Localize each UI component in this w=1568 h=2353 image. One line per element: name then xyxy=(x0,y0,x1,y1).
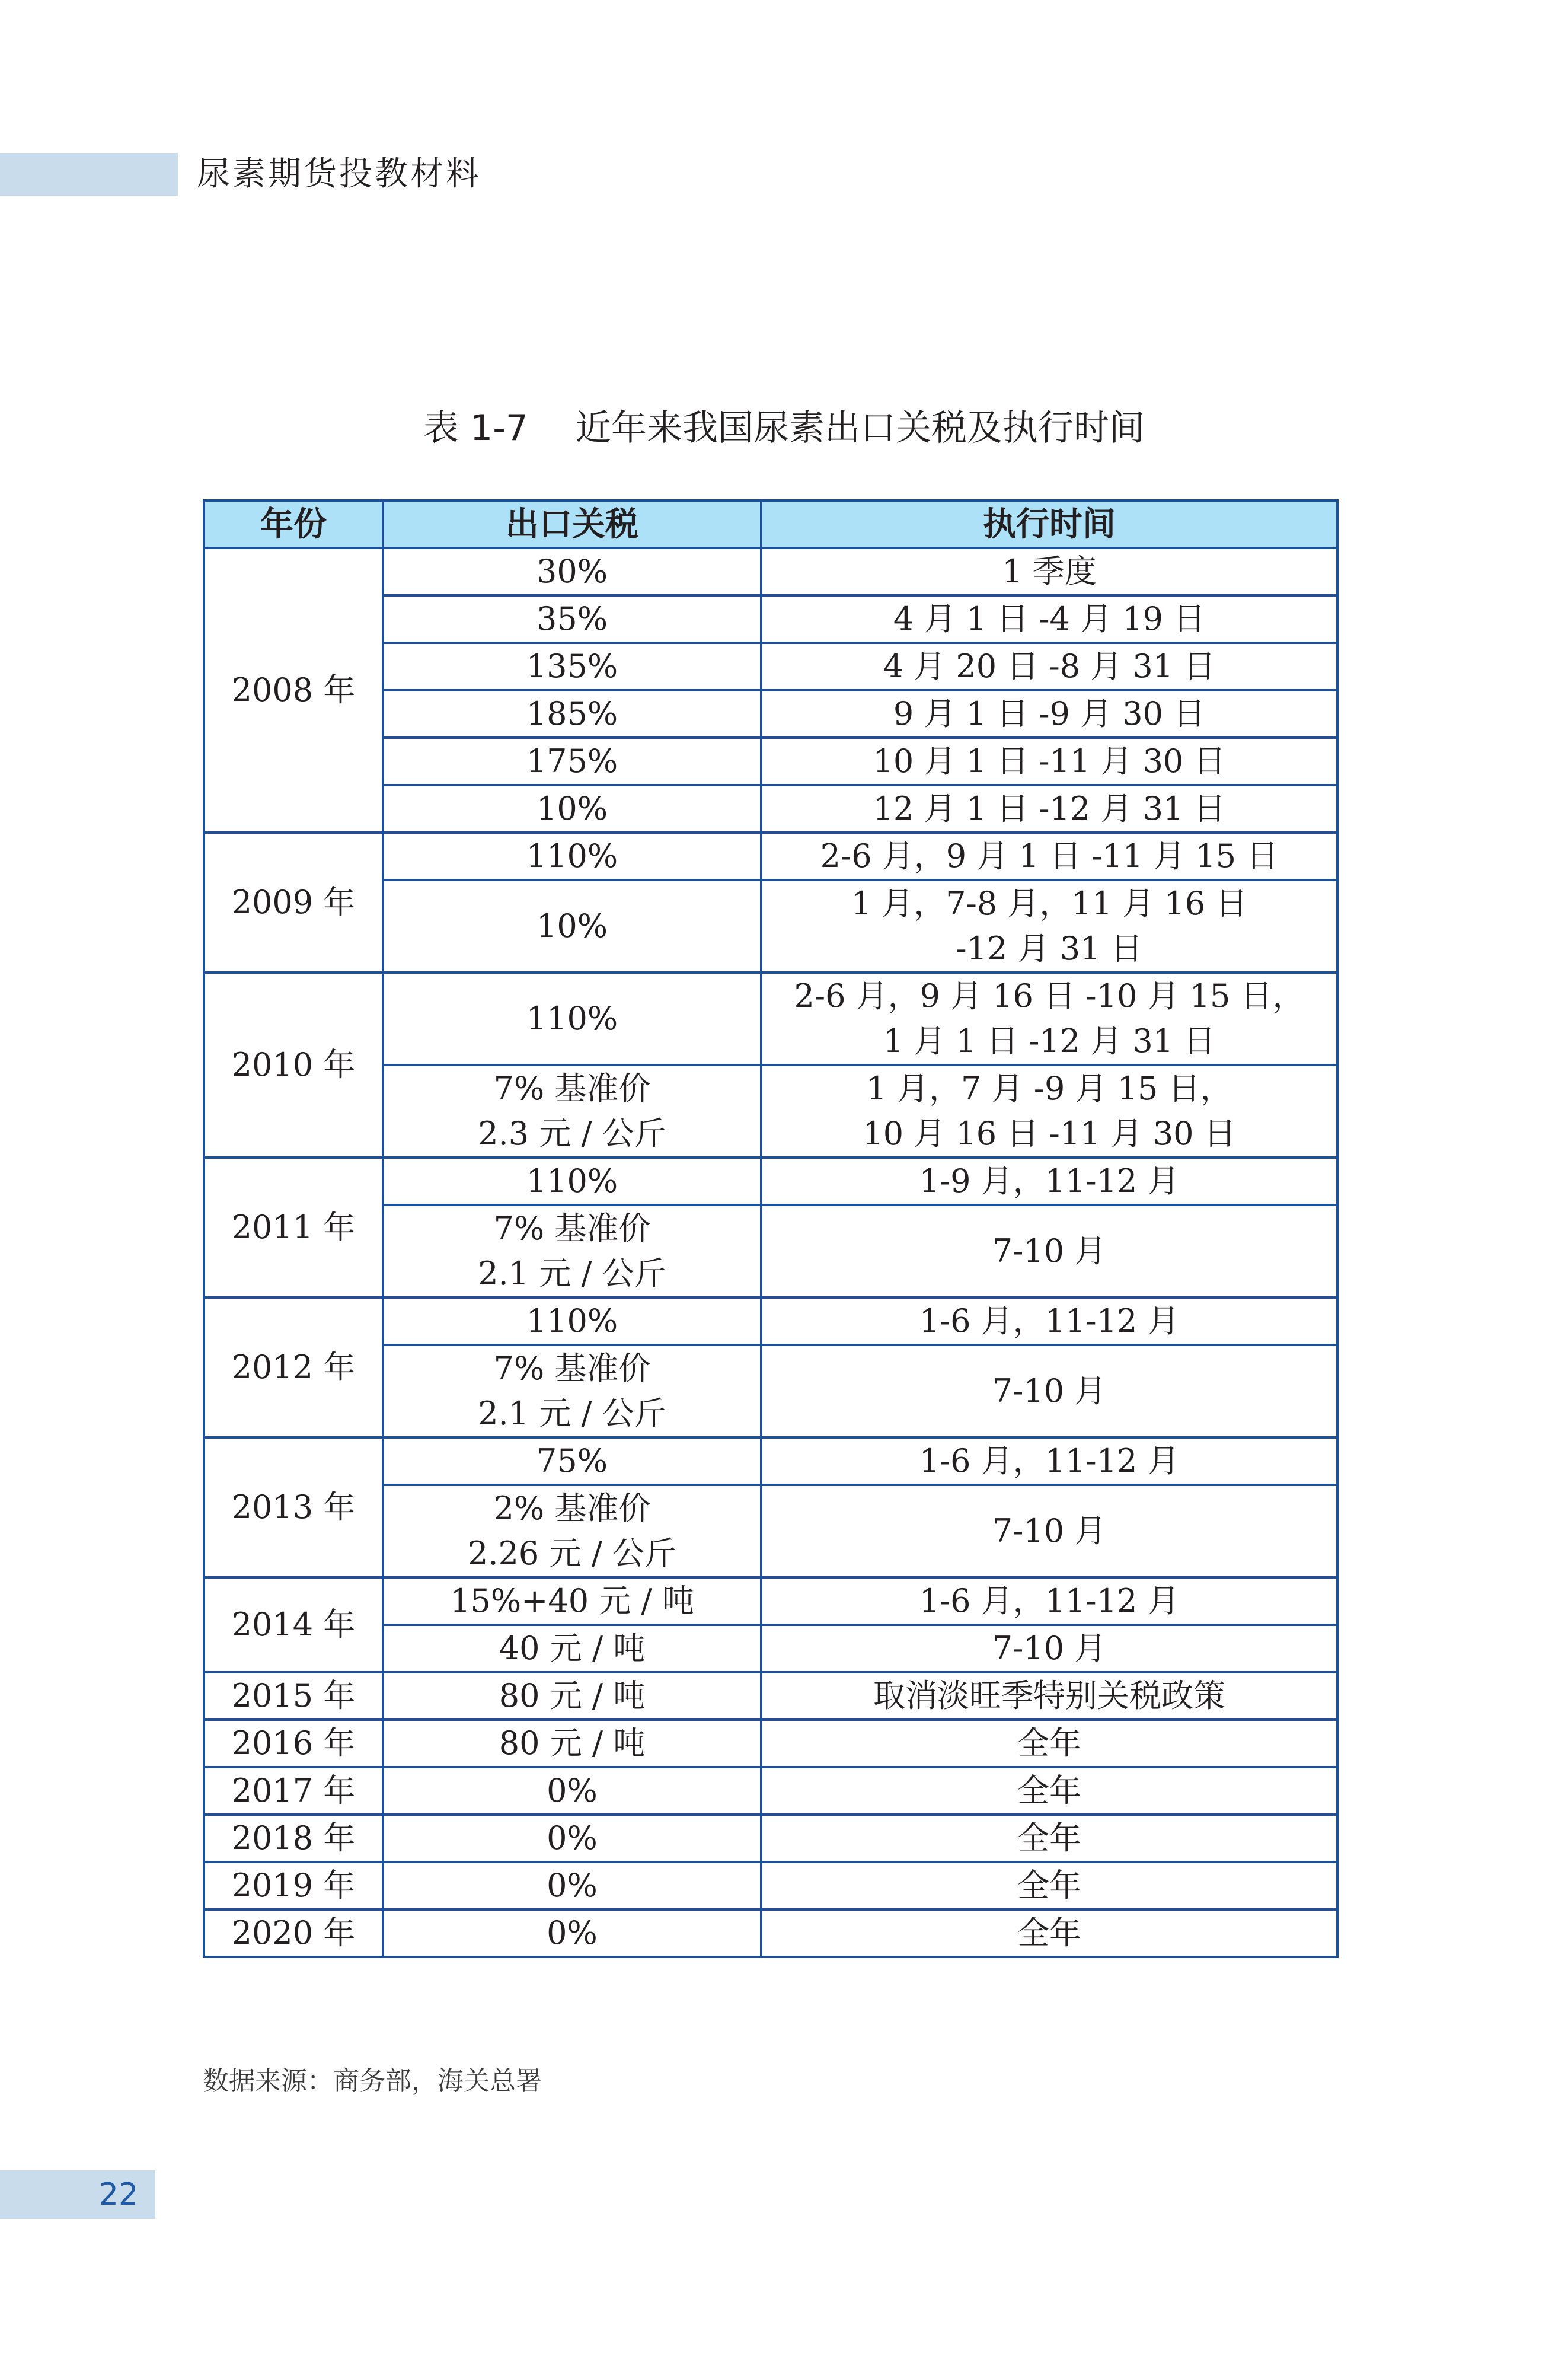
table-caption-number: 表 1-7 xyxy=(423,407,529,449)
header-band xyxy=(0,153,178,196)
tariff-line: 7% 基准价 xyxy=(493,1210,651,1247)
source-note: 数据来源：商务部，海关总署 xyxy=(203,2066,542,2096)
period-cell xyxy=(761,1065,1337,1158)
tariff-cell xyxy=(383,643,761,690)
period-cell xyxy=(761,1909,1337,1957)
year-cell: 2011 年 xyxy=(204,1158,383,1297)
table-row xyxy=(204,1297,1337,1345)
period-cell xyxy=(761,1815,1337,1862)
period-line: 1-6 月，11-12 月 xyxy=(919,1582,1180,1619)
period-cell xyxy=(761,1297,1337,1345)
tariff-cell xyxy=(383,833,761,880)
period-cell xyxy=(761,1720,1337,1767)
tariff-line: 185% xyxy=(526,695,618,732)
table-row xyxy=(204,1437,1337,1485)
tariff-line: 40 元 / 吨 xyxy=(499,1630,646,1667)
period-line: 1 月，7 月 -9 月 15 日， xyxy=(866,1070,1232,1107)
period-cell xyxy=(761,548,1337,595)
year-cell: 2020 年 xyxy=(204,1909,383,1957)
period-line: 2-6 月，9 月 16 日 -10 月 15 日， xyxy=(794,977,1305,1015)
period-line: 全年 xyxy=(1017,1914,1081,1952)
tariff-cell xyxy=(383,1065,761,1158)
column-header-year: 年份 xyxy=(204,500,383,548)
tariff-cell xyxy=(383,1205,761,1297)
table-row xyxy=(204,833,1337,880)
table-row xyxy=(204,1815,1337,1862)
year-cell: 2018 年 xyxy=(204,1815,383,1862)
year-cell: 2010 年 xyxy=(204,973,383,1158)
tariff-line: 0% xyxy=(547,1772,598,1809)
period-line: 7-10 月 xyxy=(992,1630,1107,1667)
tariff-line: 0% xyxy=(547,1914,598,1952)
period-cell xyxy=(761,1345,1337,1437)
period-line: 全年 xyxy=(1017,1867,1081,1904)
table-row xyxy=(204,1862,1337,1909)
export-tariff-table xyxy=(203,499,1339,1958)
period-cell xyxy=(761,880,1337,973)
period-line: 2-6 月，9 月 1 日 -11 月 15 日 xyxy=(820,837,1279,875)
period-cell xyxy=(761,1577,1337,1625)
column-header-period: 执行时间 xyxy=(761,500,1337,548)
period-line: 7-10 月 xyxy=(992,1232,1107,1270)
table-row xyxy=(204,548,1337,595)
period-line: 取消淡旺季特别关税政策 xyxy=(873,1677,1225,1714)
period-cell xyxy=(761,1862,1337,1909)
period-cell xyxy=(761,1437,1337,1485)
tariff-cell xyxy=(383,1767,761,1815)
tariff-line: 110% xyxy=(526,837,618,875)
page-number: 22 xyxy=(98,2177,139,2212)
tariff-line: 135% xyxy=(526,648,618,685)
tariff-cell xyxy=(383,1437,761,1485)
period-line: 10 月 16 日 -11 月 30 日 xyxy=(863,1115,1236,1152)
period-line: 全年 xyxy=(1017,1819,1081,1857)
period-cell xyxy=(761,833,1337,880)
tariff-cell xyxy=(383,1158,761,1205)
tariff-cell xyxy=(383,1672,761,1720)
period-cell xyxy=(761,1767,1337,1815)
tariff-cell xyxy=(383,738,761,785)
period-line: 4 月 20 日 -8 月 31 日 xyxy=(883,648,1216,685)
period-line: 全年 xyxy=(1017,1724,1081,1762)
tariff-line: 2.1 元 / 公斤 xyxy=(478,1255,666,1292)
period-line: 9 月 1 日 -9 月 30 日 xyxy=(893,695,1206,732)
tariff-line: 7% 基准价 xyxy=(493,1350,651,1387)
period-line: 全年 xyxy=(1017,1772,1081,1809)
period-cell xyxy=(761,1158,1337,1205)
tariff-cell xyxy=(383,785,761,833)
period-cell xyxy=(761,595,1337,643)
period-line: 10 月 1 日 -11 月 30 日 xyxy=(873,742,1226,780)
period-cell xyxy=(761,1205,1337,1297)
period-cell xyxy=(761,738,1337,785)
table-body xyxy=(204,548,1337,1957)
table-row xyxy=(204,1909,1337,1957)
tariff-cell xyxy=(383,1345,761,1437)
period-line: 4 月 1 日 -4 月 19 日 xyxy=(893,600,1206,637)
tariff-cell xyxy=(383,1815,761,1862)
running-header-title: 尿素期货投教材料 xyxy=(197,155,481,193)
table-row xyxy=(204,1158,1337,1205)
tariff-line: 30% xyxy=(536,553,608,590)
tariff-cell xyxy=(383,548,761,595)
table-row xyxy=(204,1767,1337,1815)
tariff-cell xyxy=(383,1862,761,1909)
tariff-cell xyxy=(383,690,761,738)
tariff-line: 175% xyxy=(526,742,618,780)
table-row xyxy=(204,973,1337,1065)
tariff-cell xyxy=(383,1577,761,1625)
tariff-line: 15%+40 元 / 吨 xyxy=(450,1582,694,1619)
period-line: 1-6 月，11-12 月 xyxy=(919,1302,1180,1340)
tariff-cell xyxy=(383,595,761,643)
tariff-line: 7% 基准价 xyxy=(493,1070,651,1107)
period-cell xyxy=(761,973,1337,1065)
tariff-cell xyxy=(383,1720,761,1767)
tariff-line: 110% xyxy=(526,1162,618,1200)
year-cell: 2014 年 xyxy=(204,1577,383,1672)
tariff-line: 2% 基准价 xyxy=(493,1490,651,1527)
tariff-line: 0% xyxy=(547,1819,598,1857)
year-cell: 2015 年 xyxy=(204,1672,383,1720)
period-cell xyxy=(761,1485,1337,1577)
period-line: 12 月 1 日 -12 月 31 日 xyxy=(873,790,1226,827)
tariff-line: 2.26 元 / 公斤 xyxy=(468,1535,676,1572)
tariff-cell xyxy=(383,1909,761,1957)
tariff-line: 110% xyxy=(526,1000,618,1037)
period-cell xyxy=(761,1672,1337,1720)
table-caption-title: 近年来我国尿素出口关税及执行时间 xyxy=(576,407,1145,449)
tariff-line: 10% xyxy=(536,790,608,827)
tariff-line: 75% xyxy=(536,1442,608,1480)
year-cell: 2009 年 xyxy=(204,833,383,973)
year-cell: 2016 年 xyxy=(204,1720,383,1767)
tariff-line: 35% xyxy=(536,600,608,637)
period-line: 1-9 月，11-12 月 xyxy=(919,1162,1180,1200)
tariff-line: 10% xyxy=(536,907,608,945)
column-header-tariff: 出口关税 xyxy=(383,500,761,548)
period-cell xyxy=(761,1625,1337,1672)
tariff-line: 80 元 / 吨 xyxy=(499,1677,646,1714)
table-row xyxy=(204,1577,1337,1625)
table-row xyxy=(204,1720,1337,1767)
period-line: -12 月 31 日 xyxy=(956,930,1143,967)
period-cell xyxy=(761,785,1337,833)
tariff-line: 80 元 / 吨 xyxy=(499,1724,646,1762)
year-cell: 2012 年 xyxy=(204,1297,383,1437)
tariff-cell xyxy=(383,1297,761,1345)
tariff-cell xyxy=(383,973,761,1065)
tariff-cell xyxy=(383,880,761,973)
period-line: 1 月 1 日 -12 月 31 日 xyxy=(883,1022,1216,1060)
year-cell: 2019 年 xyxy=(204,1862,383,1909)
tariff-line: 0% xyxy=(547,1867,598,1904)
tariff-cell xyxy=(383,1625,761,1672)
period-line: 1-6 月，11-12 月 xyxy=(919,1442,1180,1480)
period-cell xyxy=(761,690,1337,738)
tariff-cell xyxy=(383,1485,761,1577)
period-line: 7-10 月 xyxy=(992,1512,1107,1549)
table-caption xyxy=(0,403,1568,453)
table-row xyxy=(204,1672,1337,1720)
period-line: 7-10 月 xyxy=(992,1372,1107,1410)
period-line: 1 月，7-8 月，11 月 16 日 xyxy=(851,885,1248,922)
year-cell: 2017 年 xyxy=(204,1767,383,1815)
tariff-line: 110% xyxy=(526,1302,618,1340)
year-cell: 2013 年 xyxy=(204,1437,383,1577)
year-cell: 2008 年 xyxy=(204,548,383,833)
tariff-line: 2.1 元 / 公斤 xyxy=(478,1395,666,1432)
tariff-line: 2.3 元 / 公斤 xyxy=(478,1115,666,1152)
period-cell xyxy=(761,643,1337,690)
period-line: 1 季度 xyxy=(1002,553,1097,590)
table-header-row xyxy=(204,500,1337,548)
